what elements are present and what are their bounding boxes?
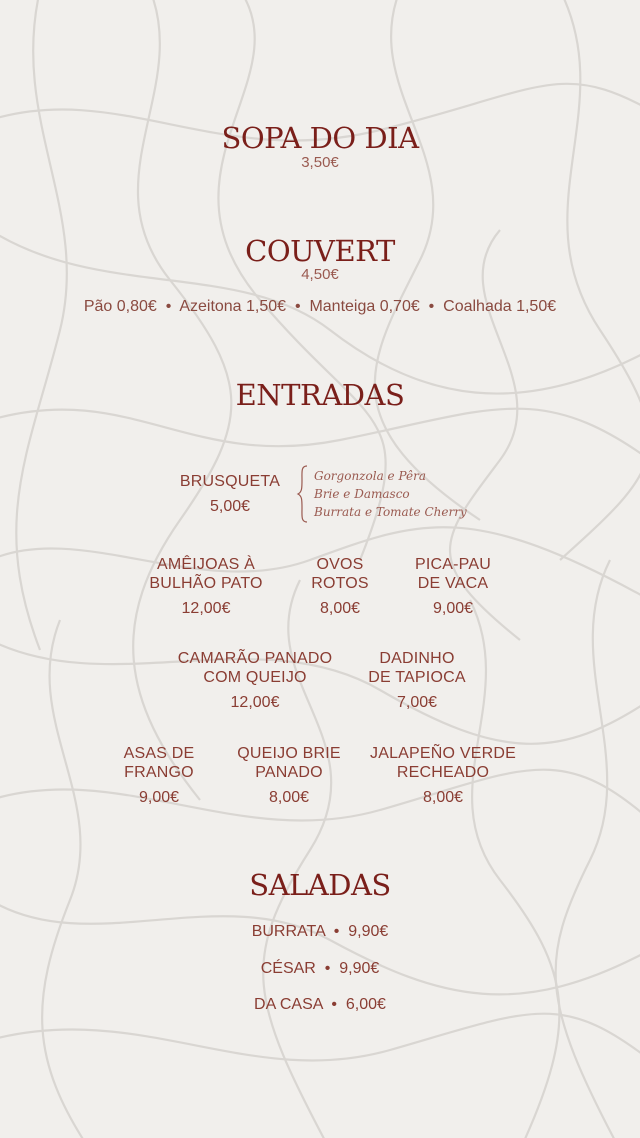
item-price: 8,00€ xyxy=(319,600,361,617)
item-name-line: PANADO xyxy=(255,764,323,781)
saladas-title: SALADAS xyxy=(249,868,391,902)
item-name-line: BULHÃO PATO xyxy=(149,575,263,592)
item-name-line: AMÊIJOAS À xyxy=(156,556,256,573)
brusqueta-name: BRUSQUETA xyxy=(179,473,281,490)
menu-item xyxy=(352,649,482,712)
menu-item xyxy=(280,555,400,618)
menu-item xyxy=(165,649,345,712)
item-name-line: FRANGO xyxy=(124,764,194,781)
item-name-line: CAMARÃO PANADO xyxy=(177,650,333,667)
item-name-line: ROTOS xyxy=(311,575,369,592)
menu-item xyxy=(104,744,214,807)
couvert-extras: Pão 0,80€ • Azeitona 1,50€ • Manteiga 0,70€ • Coalhada 1,50€ xyxy=(83,298,557,315)
item-price: 12,00€ xyxy=(181,600,231,617)
item-price: 8,00€ xyxy=(422,789,464,806)
item-price: 12,00€ xyxy=(230,694,280,711)
item-price: 9,00€ xyxy=(432,600,474,617)
salad-item: DA CASA • 6,00€ xyxy=(254,996,386,1013)
curly-brace-icon xyxy=(296,464,310,524)
item-price: 9,00€ xyxy=(138,789,180,806)
item-name-line: JALAPEÑO VERDE xyxy=(370,745,516,762)
item-name-line: OVOS xyxy=(316,556,364,573)
item-name-line: ASAS DE xyxy=(123,745,195,762)
item-name-line: QUEIJO BRIE xyxy=(237,745,341,762)
item-name-line: DE TAPIOCA xyxy=(368,669,466,686)
item-name-line: COM QUEIJO xyxy=(203,669,307,686)
couvert-title: COUVERT xyxy=(245,234,395,268)
sopa-title: SOPA DO DIA xyxy=(221,121,419,155)
brusqueta-option: Burrata e Tomate Cherry xyxy=(314,505,467,519)
menu-item xyxy=(224,744,354,807)
brusqueta-option: Gorgonzola e Pêra xyxy=(314,469,426,483)
item-name-line: DADINHO xyxy=(379,650,455,667)
couvert-price: 4,50€ xyxy=(301,266,339,283)
item-price: 7,00€ xyxy=(396,694,438,711)
item-price: 8,00€ xyxy=(268,789,310,806)
menu-item xyxy=(393,555,513,618)
salad-item: CÉSAR • 9,90€ xyxy=(260,960,380,977)
menu-item xyxy=(358,744,528,807)
menu-item xyxy=(126,555,286,618)
item-name-line: PICA-PAU xyxy=(415,556,491,573)
brusqueta-option: Brie e Damasco xyxy=(314,487,410,501)
item-name-line: RECHEADO xyxy=(396,764,490,781)
item-name-line: DE VACA xyxy=(417,575,489,592)
salad-item: BURRATA • 9,90€ xyxy=(251,923,389,940)
sopa-price: 3,50€ xyxy=(301,154,339,171)
entradas-title: ENTRADAS xyxy=(235,378,405,412)
brusqueta-price: 5,00€ xyxy=(209,498,251,515)
